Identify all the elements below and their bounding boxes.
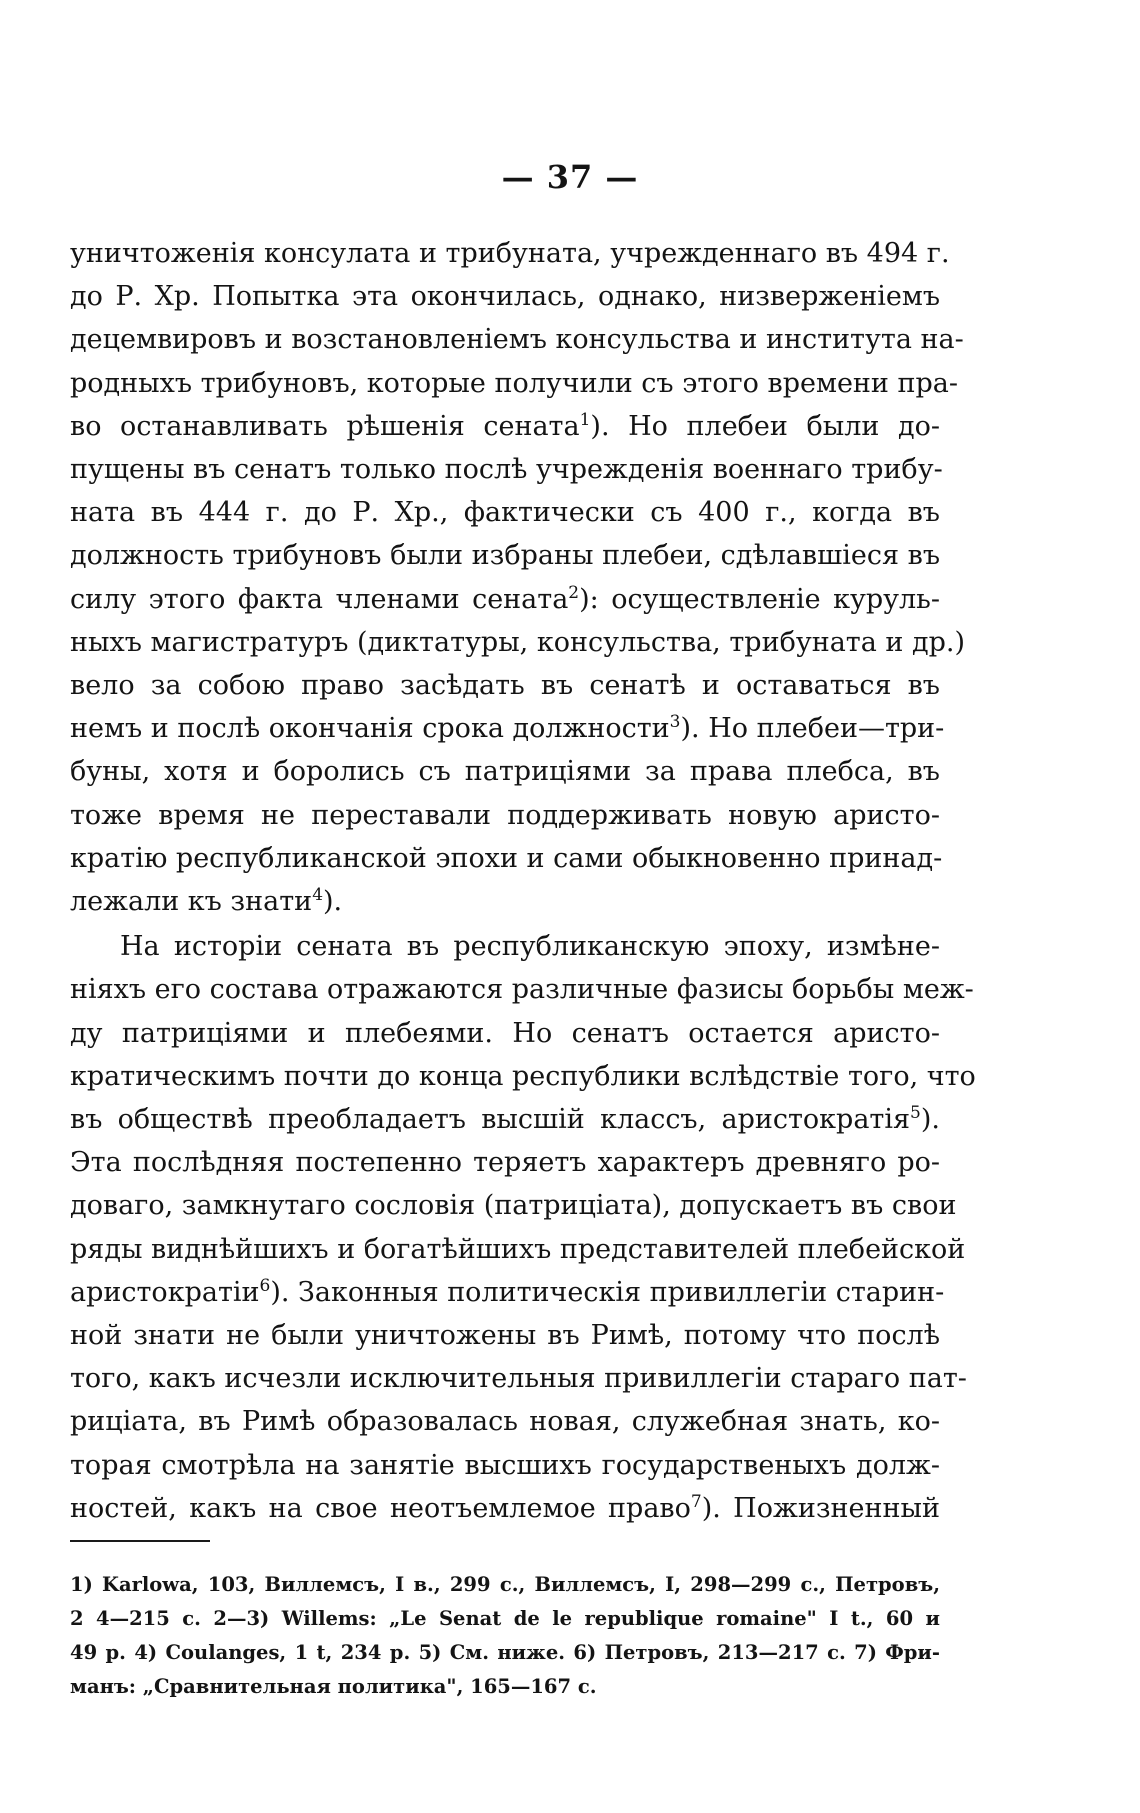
footnote-line: 49 p. 4) Coulanges, 1 t, 234 p. 5) См. ниже. 6) Петровъ, 213—217 с. 7) Фри-	[70, 1641, 940, 1664]
text-fragment: ). Пожизненный	[701, 1492, 940, 1524]
text-line: буны, хотя и боролись съ патриціями за права плебса, въ	[70, 756, 940, 788]
footnote-ref: 2	[568, 582, 580, 603]
text-line: кратическимъ почти до конца республики вслѣдствіе того, что	[70, 1060, 976, 1092]
text-fragment: во останавливать рѣшенія сената	[70, 410, 580, 442]
text-line: доваго, замкнутаго сословія (патриціата), допускаетъ въ свои	[70, 1190, 957, 1222]
footnote-ref: 6	[259, 1275, 271, 1296]
text-fragment: въ обществѣ преобладаетъ высшій классъ, аристократія	[70, 1104, 911, 1136]
text-line: вело за собою право засѣдать въ сенатѣ и оставаться въ	[70, 670, 940, 702]
footnote-line: 1) Karlowa, 103, Виллемсъ, I в., 299 с., Виллемсъ, I, 298—299 с., Петровъ,	[70, 1573, 940, 1596]
footnote-ref: 4	[312, 885, 324, 906]
text-line: ной знати не были уничтожены въ Римѣ, потому что послѣ	[70, 1320, 940, 1352]
text-fragment: немъ и послѣ окончанія срока должности	[70, 713, 670, 745]
text-line: риціата, въ Римѣ образовалась новая, служебная знать, ко-	[70, 1406, 940, 1438]
text-fragment: ностей, какъ на свое неотъемлемое право	[70, 1492, 691, 1524]
footnote-ref: 3	[669, 712, 681, 733]
body-text	[70, 232, 976, 1530]
text-line: децемвировъ и возстановленіемъ консульства и института на-	[70, 324, 964, 356]
text-line: кратію республиканской эпохи и сами обыкновенно принад-	[70, 842, 943, 874]
text-line: ніяхъ его состава отражаются различные фазисы борьбы меж-	[70, 974, 974, 1006]
text-fragment: ). Но плебеи—три-	[680, 713, 945, 745]
footnote-line: манъ: „Сравнительная политика", 165—167 с.	[70, 1675, 597, 1698]
text-line: того, какъ исчезли исключительныя привиллегіи стараго пат-	[70, 1363, 967, 1395]
text-line	[70, 707, 945, 750]
text-line: тоже время не переставали поддерживать новую аристо-	[70, 799, 940, 831]
text-line	[70, 405, 940, 448]
footnote-ref: 1	[579, 409, 591, 430]
text-line: Эта послѣдняя постепенно теряетъ характеръ древняго ро-	[70, 1147, 940, 1179]
text-line: ныхъ магистратуръ (диктатуры, консульства, трибуната и др.)	[70, 626, 966, 658]
text-line: уничтоженія консулата и трибуната, учрежденнаго въ 494 г.	[70, 238, 950, 269]
footnote-ref: 7	[690, 1491, 702, 1512]
text-line	[70, 578, 940, 621]
text-fragment: лежали къ знати	[70, 886, 313, 918]
text-fragment: ). Но плебеи были до-	[590, 410, 941, 442]
text-line	[70, 1271, 945, 1314]
text-fragment: ). Законныя политическія привиллегіи старин-	[270, 1276, 945, 1308]
text-line	[70, 1098, 940, 1141]
page-number: — 37 —	[501, 158, 639, 196]
text-line: На исторіи сената въ республиканскую эпоху, измѣне-	[120, 931, 940, 963]
text-line: пущены въ сенатъ только послѣ учрежденія военнаго трибу-	[70, 454, 943, 486]
text-fragment: ): осуществленіе куруль-	[579, 583, 940, 615]
text-line	[70, 1487, 940, 1530]
text-line	[70, 880, 940, 923]
text-line: должность трибуновъ были избраны плебеи, сдѣлавшіеся въ	[70, 540, 940, 572]
text-fragment: ).	[920, 1104, 940, 1136]
text-line: торая смотрѣла на занятіе высшихъ государственыхъ долж-	[70, 1449, 940, 1481]
text-fragment: ).	[323, 886, 343, 918]
text-line: ната въ 444 г. до Р. Хр., фактически съ 400 г., когда въ	[70, 497, 940, 529]
text-fragment: аристократіи	[70, 1276, 260, 1308]
footnote-line: 2 4—215 с. 2—3) Willems: „Le Senat de le republique romaine" I t., 60 и	[70, 1607, 940, 1630]
text-line: родныхъ трибуновъ, которые получили съ этого времени пра-	[70, 367, 959, 399]
text-line: до Р. Хр. Попытка эта окончилась, однако, низверженіемъ	[70, 281, 940, 313]
footnotes	[70, 1568, 940, 1704]
footnote-separator	[70, 1540, 210, 1542]
text-fragment: силу этого факта членами сената	[70, 583, 569, 615]
footnote-ref: 5	[910, 1103, 921, 1124]
text-line: ду патриціями и плебеями. Но сенатъ остается аристо-	[70, 1017, 940, 1049]
text-line: ряды виднѣйшихъ и богатѣйшихъ представителей плебейской	[70, 1233, 966, 1265]
